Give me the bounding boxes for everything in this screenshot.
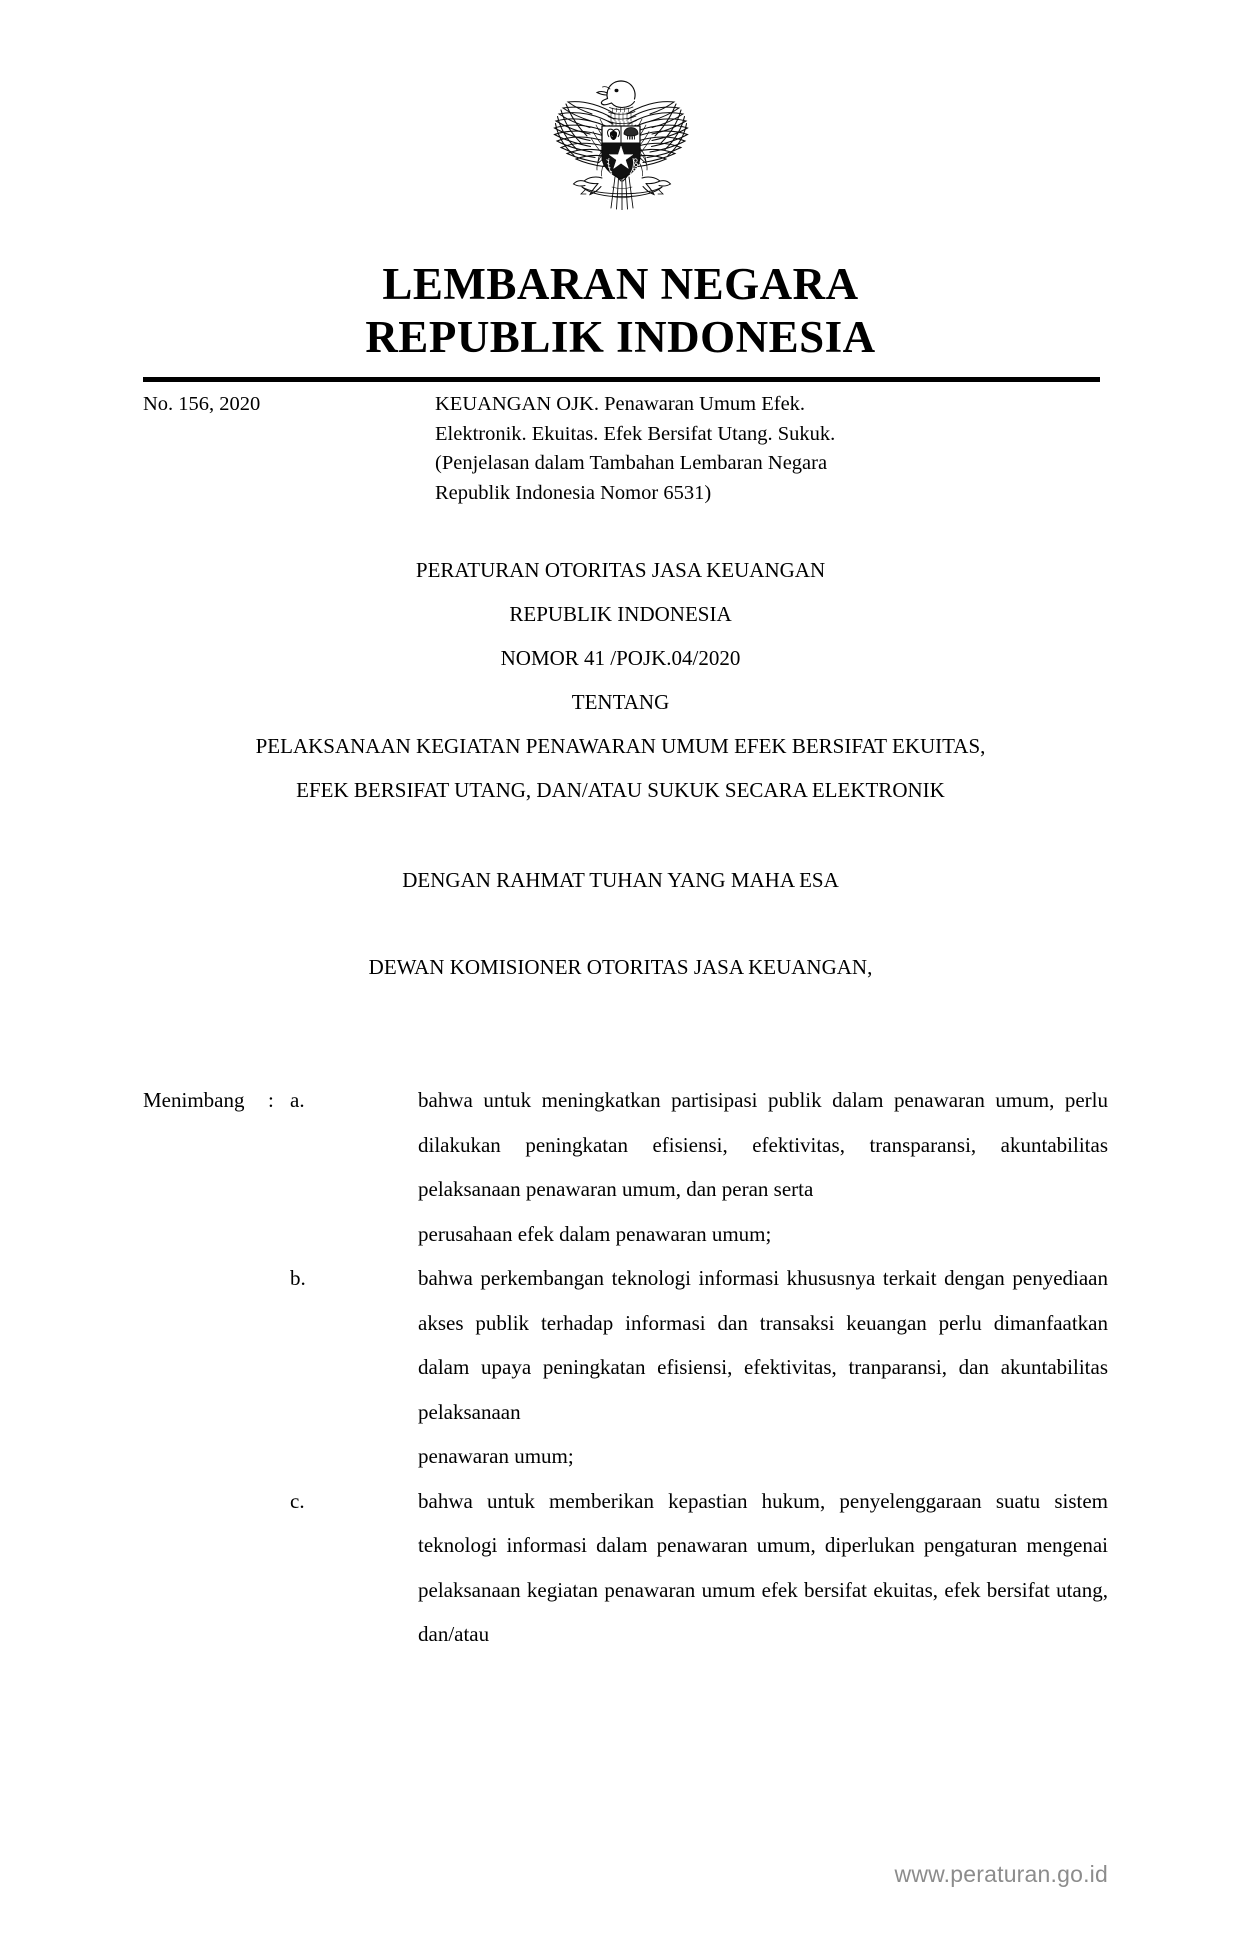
considering-item <box>143 1078 1108 1256</box>
considering-item <box>143 1479 1108 1657</box>
considering-item-text: bahwa untuk meningkatkan partisipasi publik dalam penawaran umum, perlu dilakukan peningkatan efisiensi, efektivitas, transparansi, akuntabilitas pelaksanaan penawaran umum, dan peran serta <box>418 1088 1108 1201</box>
masthead-title-line1: LEMBARAN NEGARA <box>382 259 859 309</box>
considering-item-text: bahwa perkembangan teknologi informasi khususnya terkait dengan penyediaan akses publik terhadap informasi dan transaksi keuangan perlu dimanfaatkan dalam upaya peningkatan efisiensi, efektivitas, tranparansi, dan akuntabilitas pelaksanaan <box>418 1266 1108 1424</box>
regulation-number: NOMOR 41 /POJK.04/2020 <box>500 646 741 670</box>
invocation-line: DENGAN RAHMAT TUHAN YANG MAHA ESA <box>402 868 839 892</box>
masthead-divider-rule <box>143 377 1100 382</box>
masthead-title <box>0 258 1241 364</box>
considering-item-text-lastline: perusahaan efek dalam penawaran umum; <box>418 1221 772 1246</box>
considering-item <box>143 1256 1108 1479</box>
garuda-pancasila-emblem <box>546 58 696 210</box>
masthead-info-row <box>143 390 1108 508</box>
considering-item-list <box>143 1078 1108 1657</box>
considering-item-marker: c. <box>290 1488 305 1513</box>
considering-item-text: bahwa untuk memberikan kepastian hukum, penyelenggaraan suatu sistem teknologi informasi dalam penawaran umum, diperlukan pengaturan mengenai pelaksanaan kegiatan penawaran umum efek bersifat ekuitas, efek bersifat utang, dan/atau <box>418 1488 1108 1646</box>
considering-label: Menimbang <box>143 1088 245 1112</box>
footer-watermark: www.peraturan.go.id <box>894 1861 1108 1887</box>
considering-item-marker: b. <box>290 1266 306 1290</box>
considering-section <box>143 1078 1108 1657</box>
considering-item-marker: a. <box>290 1088 305 1112</box>
considering-colon: : <box>268 1088 274 1112</box>
regulation-authority: PERATURAN OTORITAS JASA KEUANGAN <box>415 558 826 582</box>
issuing-council-line: DEWAN KOMISIONER OTORITAS JASA KEUANGAN, <box>368 955 873 979</box>
gazette-subject-line: (Penjelasan dalam Tambahan Lembaran Negara <box>435 452 828 474</box>
gazette-number: No. 156, 2020 <box>143 393 261 415</box>
considering-item-text-lastline: penawaran umum; <box>418 1444 574 1468</box>
masthead-title-line2: REPUBLIK INDONESIA <box>365 312 876 362</box>
gazette-subject <box>435 390 1107 508</box>
regulation-title-block <box>0 548 1241 812</box>
gazette-subject-line: Republik Indonesia Nomor 6531) <box>435 481 712 504</box>
regulation-about-label: TENTANG <box>571 690 670 714</box>
regulation-country: REPUBLIK INDONESIA <box>509 602 732 626</box>
regulation-subject-line2: EFEK BERSIFAT UTANG, DAN/ATAU SUKUK SECARA ELEKTRONIK <box>296 778 945 802</box>
gazette-subject-line: Elektronik. Ekuitas. Efek Bersifat Utang. Sukuk. <box>435 422 836 445</box>
gazette-subject-line: KEUANGAN OJK. Penawaran Umum Efek. <box>435 393 806 415</box>
regulation-subject-line1: PELAKSANAAN KEGIATAN PENAWARAN UMUM EFEK BERSIFAT EKUITAS, <box>255 734 986 758</box>
emblem-container <box>0 58 1241 215</box>
